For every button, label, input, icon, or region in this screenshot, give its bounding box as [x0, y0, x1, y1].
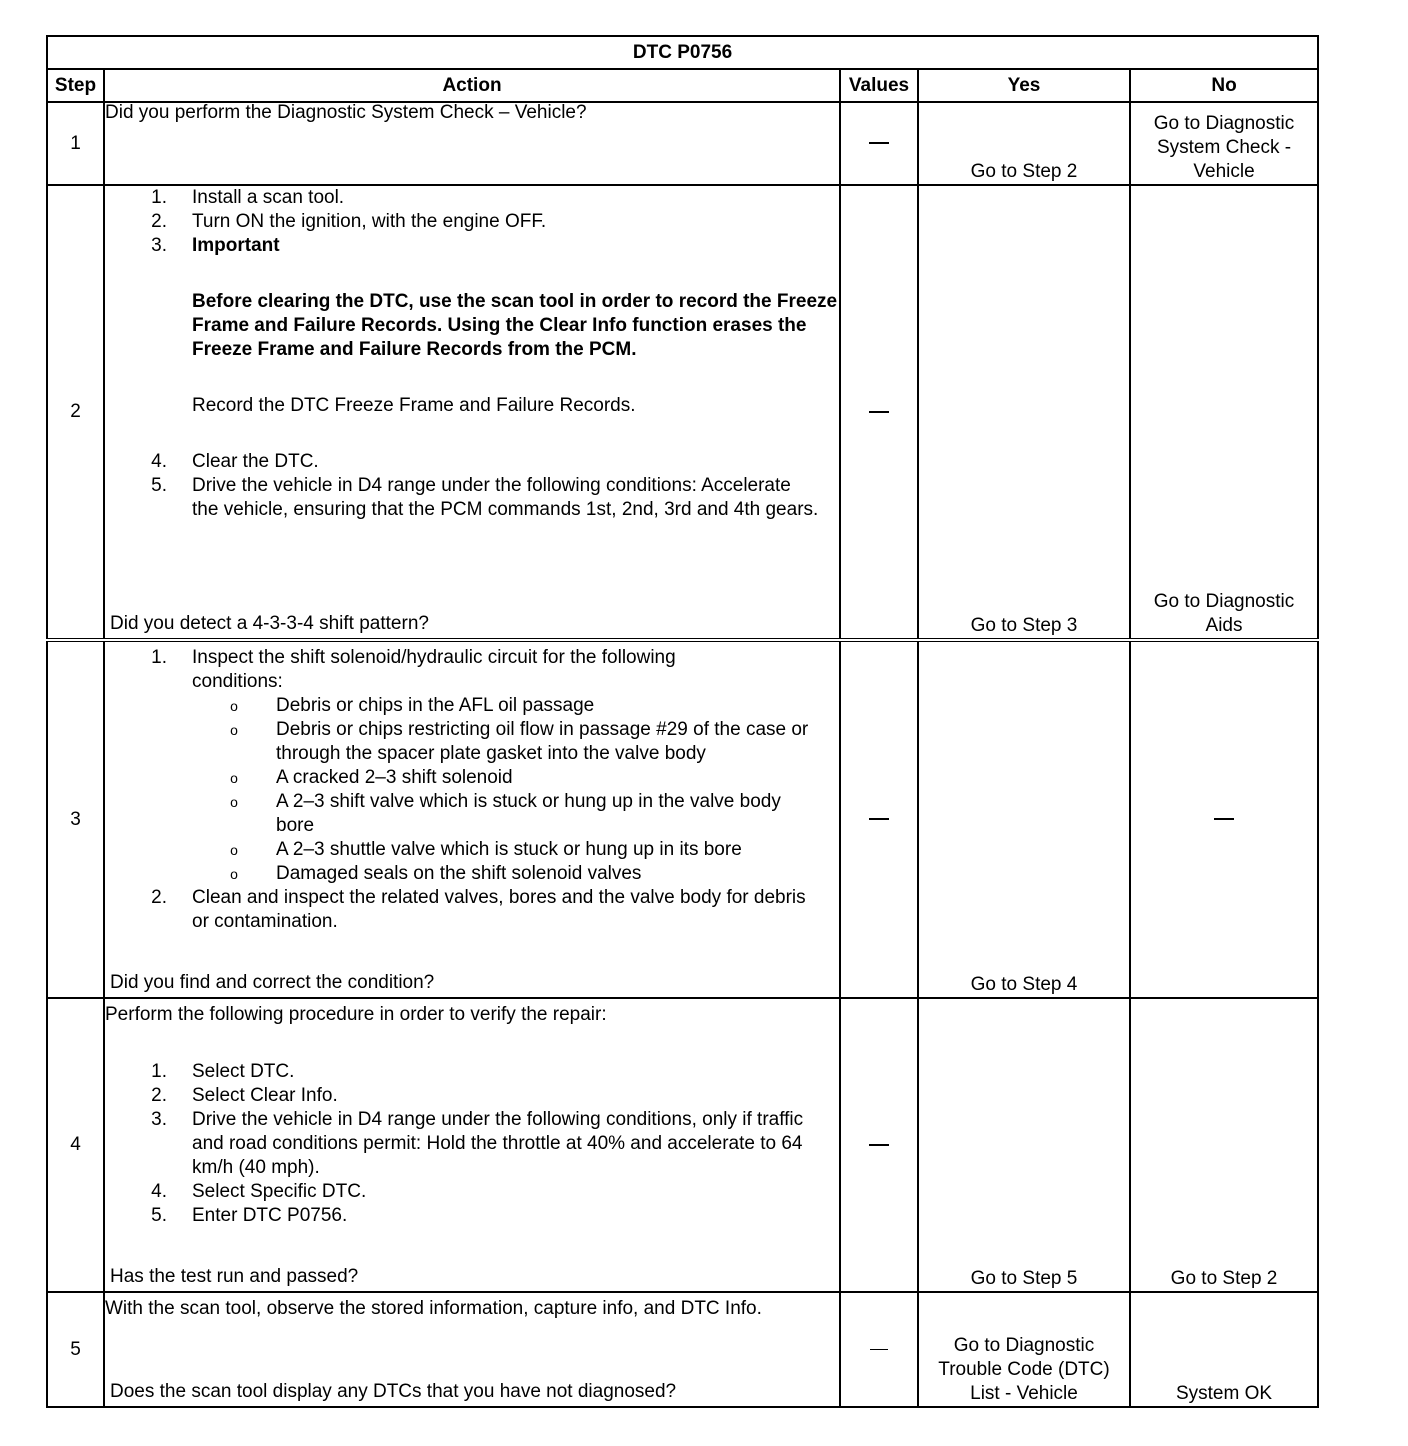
action-cell — [104, 998, 840, 1292]
header-yes: Yes — [918, 69, 1130, 102]
no-cell: Go to Diagnostic Aids — [1130, 185, 1318, 640]
step-number: 5 — [47, 1292, 104, 1407]
yes-cell: Go to Step 3 — [918, 185, 1130, 640]
action-cell — [104, 185, 840, 640]
sub-item: o A cracked 2–3 shift solenoid — [230, 767, 513, 788]
action-question: Did you perform the Diagnostic System Check – Vehicle? — [105, 102, 587, 123]
table-row — [47, 1292, 1318, 1407]
table-row — [47, 102, 1318, 185]
action-question: Did you detect a 4-3-3-4 shift pattern? — [110, 613, 429, 634]
dtc-table — [46, 35, 1319, 1408]
yes-cell: Go to Step 2 — [918, 102, 1130, 185]
list-item: 5. Enter DTC P0756. — [151, 1205, 348, 1226]
values-cell — [840, 640, 918, 998]
no-cell — [1130, 640, 1318, 998]
no-cell: Go to Step 2 — [1130, 998, 1318, 1292]
dash-mark — [869, 411, 889, 413]
list-item: 1. Select DTC. — [151, 1061, 295, 1082]
values-cell — [840, 1292, 918, 1407]
dash-mark — [870, 1349, 888, 1350]
action-cell — [104, 640, 840, 998]
step-number: 3 — [47, 640, 104, 998]
list-item: 1. Inspect the shift solenoid/hydraulic circuit for the following conditions: — [151, 647, 676, 692]
sub-item: o Debris or chips restricting oil flow in passage #29 of the case or through the spacer plate gasket into the valve body — [230, 719, 809, 764]
table-title: DTC P0756 — [47, 36, 1318, 69]
dash-mark — [869, 142, 889, 144]
sub-item: o A 2–3 shuttle valve which is stuck or hung up in its bore — [230, 839, 742, 860]
no-cell: Go to Diagnostic System Check - Vehicle — [1130, 102, 1318, 185]
table-row — [47, 640, 1318, 998]
action-intro: Perform the following procedure in order to verify the repair: — [105, 1004, 607, 1025]
action-cell — [104, 102, 840, 185]
header-values: Values — [840, 69, 918, 102]
dash-mark — [869, 818, 889, 820]
yes-cell: Go to Step 5 — [918, 998, 1130, 1292]
action-question: Does the scan tool display any DTCs that you have not diagnosed? — [110, 1381, 677, 1402]
record-note: Record the DTC Freeze Frame and Failure Records. — [192, 395, 636, 416]
list-item: 4. Select Specific DTC. — [151, 1181, 367, 1202]
action-intro: With the scan tool, observe the stored information, capture info, and DTC Info. — [105, 1298, 762, 1319]
header-step: Step — [47, 69, 104, 102]
table-row — [47, 998, 1318, 1292]
values-cell — [840, 185, 918, 640]
yes-cell: Go to Step 4 — [918, 640, 1130, 998]
values-cell — [840, 102, 918, 185]
sub-item: o A 2–3 shift valve which is stuck or hung up in the valve body bore — [230, 791, 781, 836]
list-item: 5. Drive the vehicle in D4 range under the following conditions: Accelerate the vehicle, ensuring that the PCM commands 1st, 2nd, 3rd and 4th gears. — [151, 475, 819, 520]
values-cell — [840, 998, 918, 1292]
table-row — [47, 185, 1318, 640]
header-action: Action — [104, 69, 840, 102]
no-cell: System OK — [1130, 1292, 1318, 1407]
step-number: 1 — [47, 102, 104, 185]
sub-item: o Damaged seals on the shift solenoid valves — [230, 863, 642, 884]
list-item: 3. Drive the vehicle in D4 range under the following conditions, only if traffic and road conditions permit: Hold the throttle at 40% and accelerate to 64 km/h (40 mph). — [151, 1109, 804, 1178]
yes-cell: Go to Diagnostic Trouble Code (DTC) List - Vehicle — [918, 1292, 1130, 1407]
action-question: Has the test run and passed? — [110, 1266, 359, 1287]
list-item: 1. Install a scan tool. — [151, 187, 345, 208]
list-item: 4. Clear the DTC. — [151, 451, 319, 472]
important-note: Before clearing the DTC, use the scan tool in order to record the Freeze Frame and Failure Records. Using the Clear Info function erases the Freeze Frame and Failure Records from the PCM. — [192, 291, 838, 360]
header-row — [47, 69, 1318, 102]
header-no: No — [1130, 69, 1318, 102]
dash-mark — [869, 1144, 889, 1146]
dash-mark — [1214, 818, 1234, 820]
list-item: 2. Turn ON the ignition, with the engine OFF. — [151, 211, 547, 232]
sub-item: o Debris or chips in the AFL oil passage — [230, 695, 595, 716]
step-number: 2 — [47, 185, 104, 640]
list-item: 3. Important — [151, 235, 280, 256]
list-item: 2. Clean and inspect the related valves, bores and the valve body for debris or contamination. — [151, 887, 806, 932]
list-item: 2. Select Clear Info. — [151, 1085, 338, 1106]
step-number: 4 — [47, 998, 104, 1292]
action-cell — [104, 1292, 840, 1407]
action-question: Did you find and correct the condition? — [110, 972, 435, 993]
